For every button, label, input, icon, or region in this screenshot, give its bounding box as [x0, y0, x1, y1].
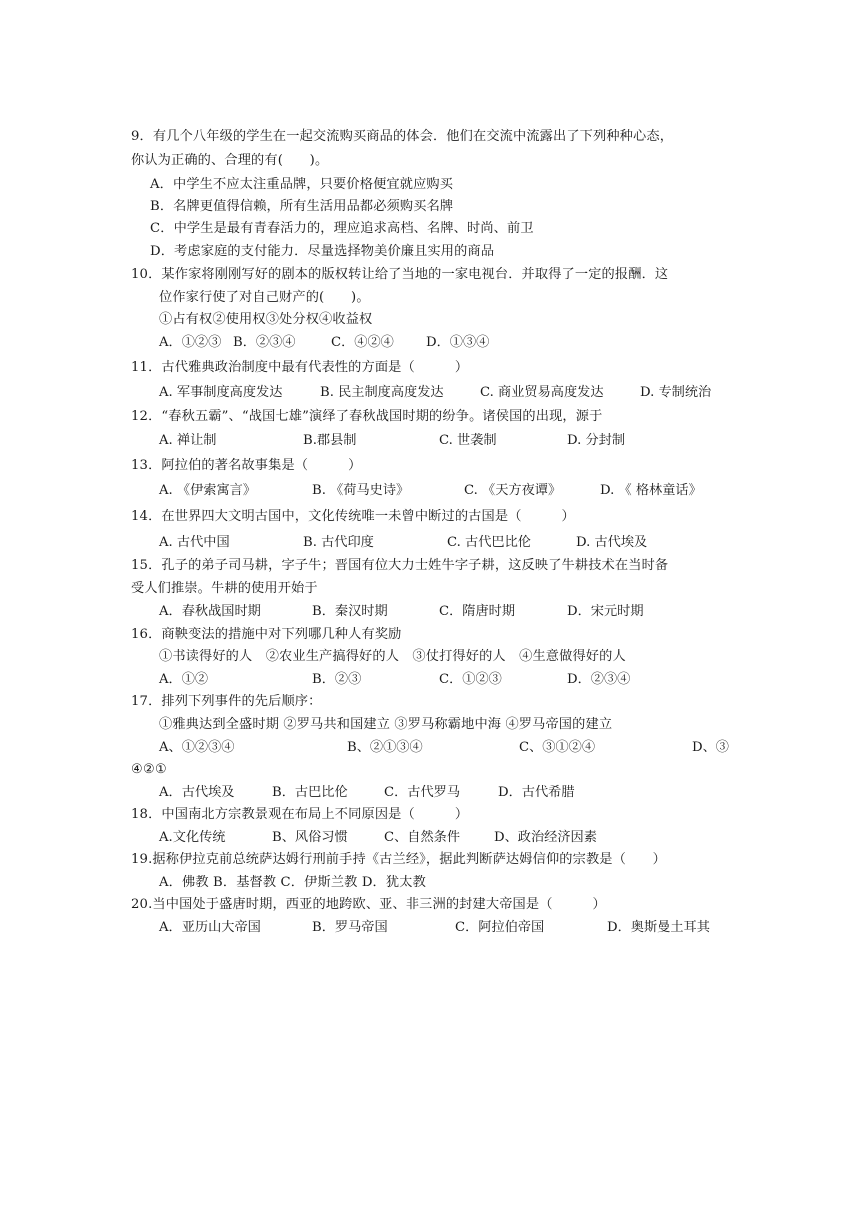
answer-option-continuation: ④②①	[131, 762, 167, 777]
question-stem: 17．排列下列事件的先后顺序：	[131, 694, 322, 709]
answer-option: A．春秋战国时期	[159, 604, 261, 619]
answer-option: B．名牌更值得信赖，所有生活用品都必须购买名牌	[150, 199, 454, 214]
answer-option: B．②③④	[233, 335, 296, 350]
answer-option: B．罗马帝国	[312, 920, 388, 935]
answer-option: C．④②④	[331, 335, 394, 350]
answer-option: B．古巴比伦	[272, 785, 348, 800]
answer-option: D. 《 格林童话》	[600, 483, 702, 498]
answer-option: C、③①②④	[519, 740, 596, 755]
answer-option: A.文化传统	[159, 830, 226, 845]
question-stem: 11．古代雅典政治制度中最有代表性的方面是（ ）	[131, 360, 469, 375]
answer-option: C．古代罗马	[384, 785, 461, 800]
answer-option: D. 分封制	[567, 433, 626, 448]
answer-option: A. 军事制度高度发达	[159, 385, 283, 400]
question-stem: 18．中国南北方宗教景观在布局上不同原因是（ ）	[131, 807, 469, 822]
answer-option: C. 古代巴比伦	[447, 535, 531, 550]
answer-option: C. 《天方夜谭》	[464, 483, 562, 498]
question-stem: 12．“春秋五霸”、“战国七雄”演绎了春秋战国时期的纷争。诸侯国的出现，源于	[131, 409, 603, 424]
answer-option: D．奥斯曼土耳其	[607, 920, 710, 935]
answer-option: A、①②③④	[159, 740, 235, 755]
answer-option: D、政治经济因素	[494, 830, 597, 845]
answer-option: D．古代希腊	[498, 785, 575, 800]
question-stem: 你认为正确的、合理的有( )。	[131, 153, 329, 168]
answer-option: C. 商业贸易高度发达	[480, 385, 604, 400]
answer-option: C．中学生是最有青春活力的，理应追求高档、名牌、时尚、前卫	[150, 221, 534, 236]
answer-option: A. 《伊索寓言》	[159, 483, 257, 498]
answer-option: B. 《荷马史诗》	[312, 483, 410, 498]
answer-option: C．①②③	[439, 672, 502, 687]
answer-option: A．佛教 B．基督教 C．伊斯兰教 D．犹太教	[159, 875, 426, 890]
answer-option: A．亚历山大帝国	[159, 920, 261, 935]
question-stem: 位作家行使了对自己财产的( )。	[159, 290, 370, 305]
answer-option: D、③	[692, 740, 729, 755]
answer-option: D. 专制统治	[640, 385, 712, 400]
answer-option: A．①②③	[159, 335, 222, 350]
answer-option: B. 民主制度高度发达	[320, 385, 444, 400]
answer-option: D．考虑家庭的支付能力．尽量选择物美价廉且实用的商品	[150, 244, 495, 259]
answer-option: D．宋元时期	[567, 604, 644, 619]
answer-option: A. 禅让制	[159, 433, 217, 448]
question-stem: 受人们推崇。牛耕的使用开始于	[131, 581, 318, 596]
answer-option: B．②③	[312, 672, 362, 687]
answer-option: D. 古代埃及	[576, 535, 648, 550]
answer-option: B.郡县制	[303, 433, 357, 448]
question-stem: ①书读得好的人 ②农业生产搞得好的人 ③仗打得好的人 ④生意做得好的人	[159, 649, 626, 664]
question-stem: ①占有权②使用权③处分权④收益权	[159, 312, 373, 327]
question-stem: 19.据称伊拉克前总统萨达姆行刑前手持《古兰经》，据此判断萨达姆信仰的宗教是（ ）	[131, 852, 666, 867]
question-stem: 9．有几个八年级的学生在一起交流购买商品的体会．他们在交流中流露出了下列种种心态，	[131, 129, 674, 144]
answer-option: B、②①③④	[347, 740, 423, 755]
answer-option: C．隋唐时期	[439, 604, 516, 619]
answer-option: A. 古代中国	[159, 535, 230, 550]
question-stem: 13．阿拉伯的著名故事集是（ ）	[131, 458, 362, 473]
answer-option: C．阿拉伯帝国	[455, 920, 545, 935]
question-stem: 14．在世界四大文明古国中，文化传统唯一未曾中断过的古国是（ ）	[131, 509, 575, 524]
answer-option: C. 世袭制	[439, 433, 497, 448]
answer-option: B、风俗习惯	[272, 830, 348, 845]
question-stem: 15．孔子的弟子司马耕，字子牛；晋国有位大力士姓牛字子耕，这反映了牛耕技术在当时备	[131, 558, 669, 573]
answer-option: B．秦汉时期	[312, 604, 388, 619]
question-stem: 16．商鞅变法的措施中对下列哪几种人有奖励	[131, 627, 402, 642]
answer-option: A．古代埃及	[159, 785, 235, 800]
answer-option: A．①②	[159, 672, 209, 687]
answer-option: B. 古代印度	[303, 535, 374, 550]
answer-option: D．②③④	[567, 672, 631, 687]
question-stem: ①雅典达到全盛时期 ②罗马共和国建立 ③罗马称霸地中海 ④罗马帝国的建立	[159, 717, 613, 732]
question-stem: 20.当中国处于盛唐时期，西亚的地跨欧、亚、非三洲的封建大帝国是（ ）	[131, 897, 606, 912]
answer-option: C、自然条件	[384, 830, 461, 845]
answer-option: D．①③④	[426, 335, 490, 350]
answer-option: A．中学生不应太注重品牌，只要价格便宜就应购买	[150, 177, 454, 192]
question-stem: 10．某作家将刚刚写好的剧本的版权转让给了当地的一家电视台．并取得了一定的报酬．这	[131, 267, 669, 282]
